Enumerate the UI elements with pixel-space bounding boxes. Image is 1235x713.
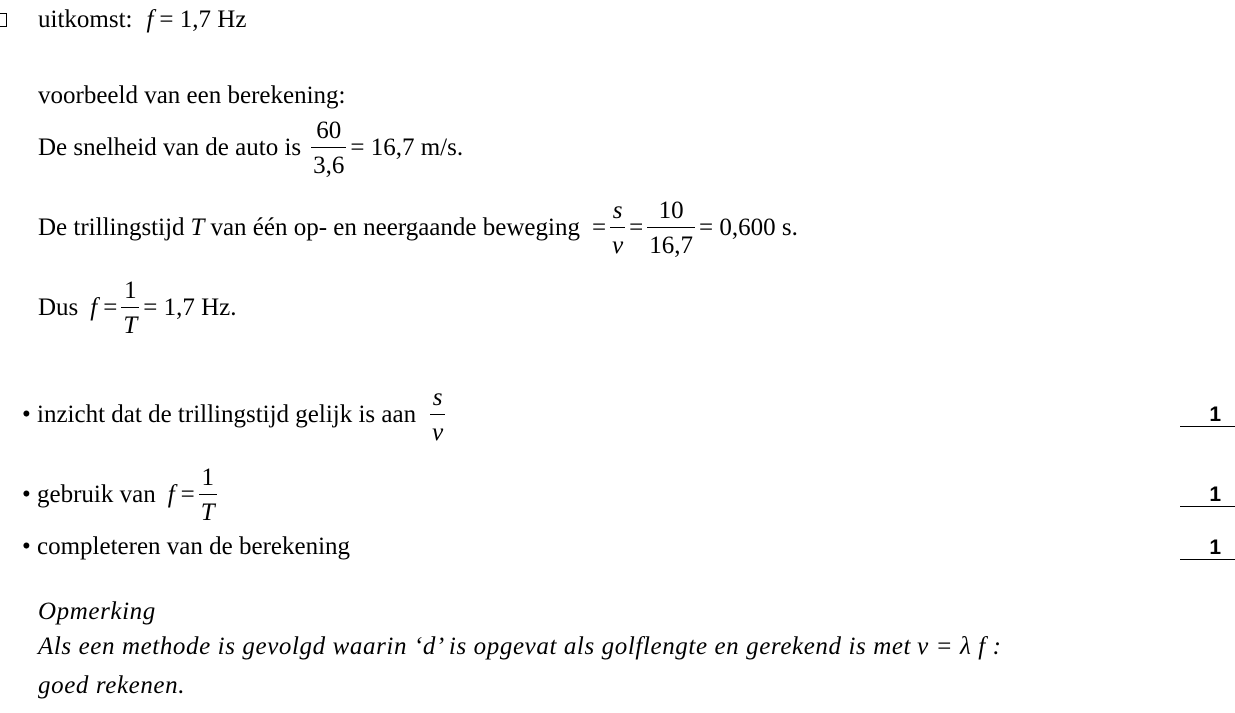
speed-denominator: 3,6 [311,147,346,178]
criterion-2-variable: f [167,481,175,508]
criterion-2-text: gebruik van [37,481,156,508]
criterion-2-numerator: 1 [201,464,214,491]
result-label: uitkomst: [38,6,133,33]
frequency-text: Dus [38,294,79,321]
checkbox-icon [0,13,7,27]
speed-result: = 16,7 m/s. [350,134,464,161]
criterion-2-equals: = [180,481,195,508]
period-fraction-values [647,198,695,258]
criterion-2-denominator: T [199,494,217,525]
remark-formula: v = λ f : [917,633,1002,660]
result-value: = 1,7 Hz [159,6,247,33]
speed-fraction [311,118,346,178]
period-equals-1: = [591,214,607,241]
frequency-denominator: T [121,307,139,338]
period-text-a: De trillingstijd [38,214,185,241]
period-fraction-sv [610,198,625,258]
example-heading: voorbeeld van een berekening: [38,82,346,109]
period-result: = 0,600 s. [699,214,798,241]
speed-line [38,118,463,178]
frequency-result: = 1,7 Hz. [143,294,237,321]
frequency-variable: f [90,294,98,321]
period-variable: T [190,214,205,241]
period-equals-2: = [629,214,644,241]
criterion-3-text: completeren van de berekening [37,533,351,560]
criterion-2-points: 1 [1180,484,1235,507]
result-line [38,6,246,34]
criterion-2-fraction [199,465,217,525]
bullet-icon: • [22,533,31,560]
criterion-1-fraction [430,385,445,445]
criterion-1 [22,385,449,445]
criterion-2 [22,465,221,525]
period-denominator-v: v [610,227,625,258]
speed-text: De snelheid van de auto is [38,134,302,161]
criterion-1-denominator: v [430,414,445,445]
remark-text-1: Als een methode is gevolgd waarin ‘d’ is opgevat als golflengte en gerekend is met [38,633,912,660]
remark-line-1 [38,633,1002,661]
remark-title: Opmerking [38,598,156,625]
remark-line-2: goed rekenen. [38,672,186,699]
bullet-icon: • [22,401,31,428]
criterion-1-text: inzicht dat de trillingstijd gelijk is aan [37,401,417,428]
speed-numerator: 60 [316,117,342,144]
period-denominator-value: 16,7 [647,227,695,258]
criterion-3-points: 1 [1180,537,1235,560]
frequency-equals: = [103,294,118,321]
criterion-1-numerator: s [432,384,443,411]
period-numerator-10: 10 [658,197,684,224]
period-numerator-s: s [612,197,623,224]
criterion-3 [22,533,350,561]
frequency-fraction [121,278,139,338]
criterion-1-points: 1 [1180,404,1235,427]
period-line [38,198,798,258]
frequency-numerator: 1 [124,277,137,304]
period-text-b: van één op- en neergaande beweging [210,214,580,241]
frequency-line [38,278,237,338]
bullet-icon: • [22,481,31,508]
result-variable: f [146,6,154,33]
